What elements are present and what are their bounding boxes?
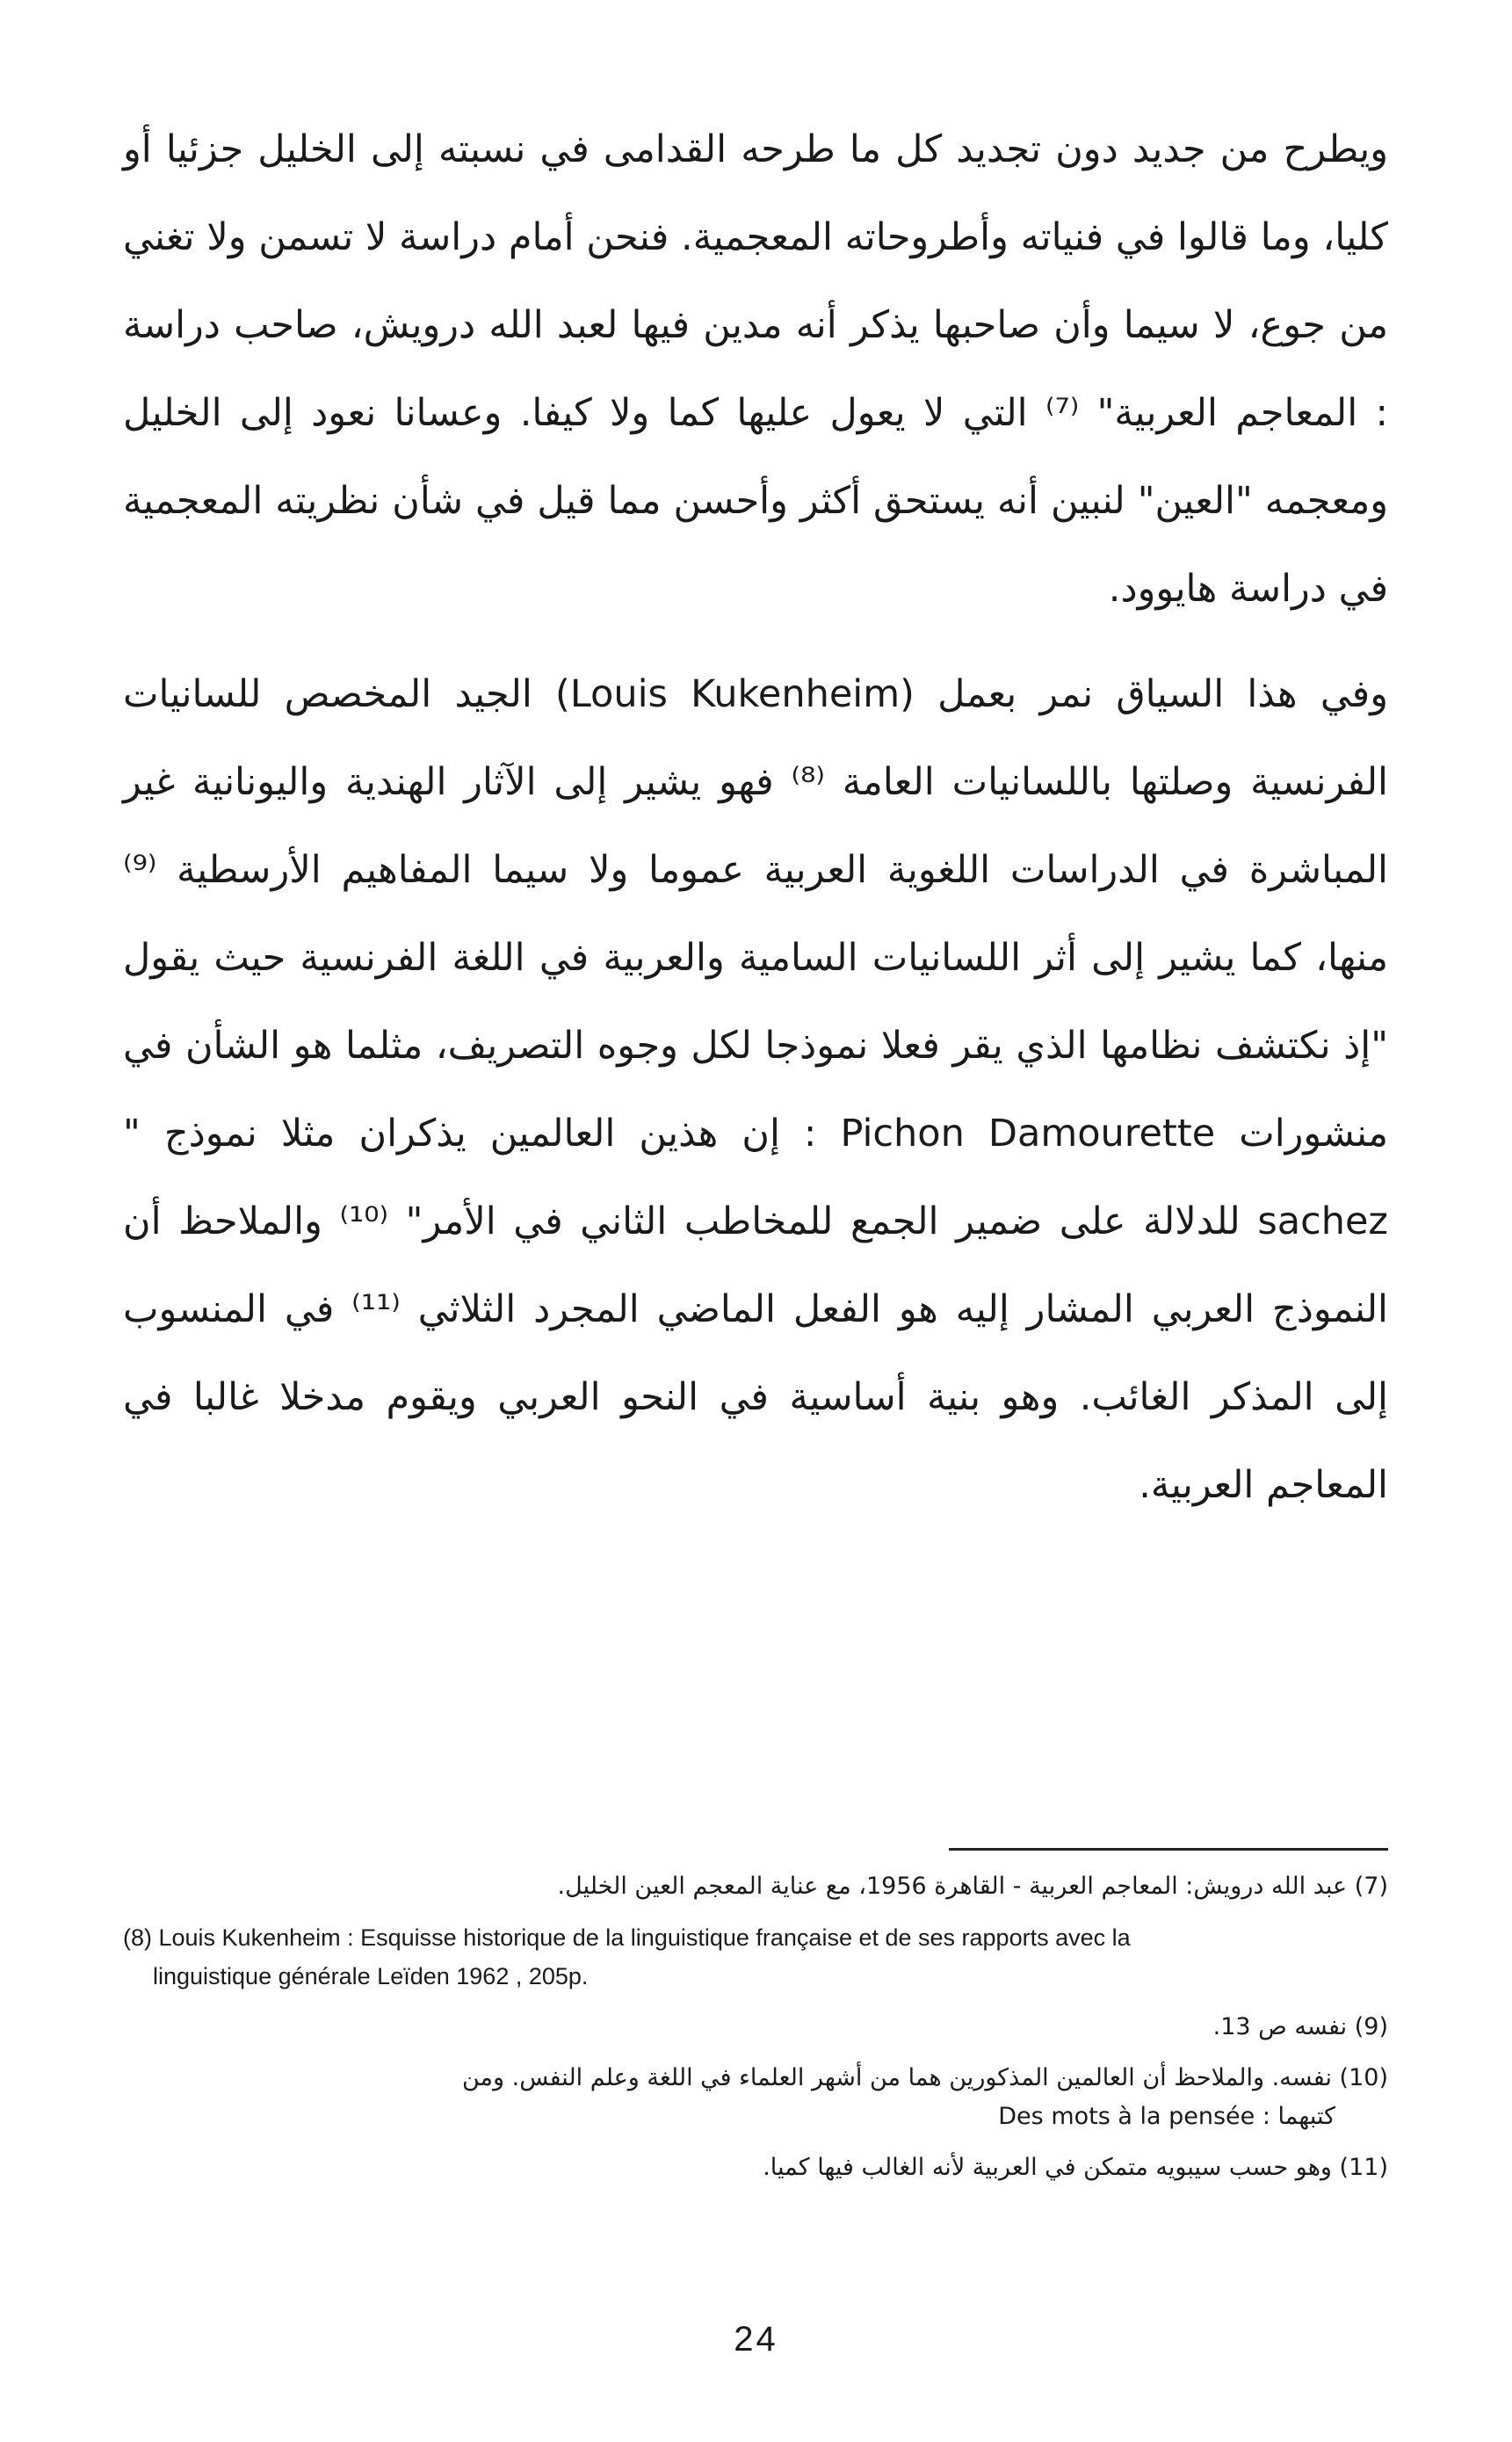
footnote-text: (9) نفسه ص 13. xyxy=(1212,2013,1388,2040)
footnote-text: (8) Louis Kukenheim : Esquisse historique de la linguistique française et de ses rapports avec la xyxy=(123,1924,1131,1951)
footnotes xyxy=(123,1867,1388,2199)
footnote-continuation: linguistique générale Leïden 1962 , 205p. xyxy=(153,1963,589,1989)
page-number: 24 xyxy=(734,2320,778,2359)
footnote-text: (10) نفسه. والملاحظ أن العالمين المذكورين هما من أشهر العلماء في اللغة وعلم النفس. ومن xyxy=(462,2064,1388,2091)
footnote-text: (11) وهو حسب سيبويه متمكن في العربية لأنه الغالب فيها كميا. xyxy=(763,2154,1388,2181)
footnote-11 xyxy=(123,2149,1388,2187)
footnote-continuation: كتبهما : Des mots à la pensée xyxy=(998,2103,1335,2130)
footnote-10 xyxy=(123,2059,1388,2136)
paragraph: وفي هذا السياق نمر بعمل (Louis Kukenheim) الجيد المخصص للسانيات الفرنسية وصلتها باللسانيات العامة ⁽⁸⁾ فهو يشير إلى الآثار الهندية واليونانية غير المباشرة في الدراسات اللغوية العربية عموما ولا سيما المفاهيم الأرسطية ⁽⁹⁾ منها، كما يشير إلى أثر اللسانيات السامية والعربية في اللغة الفرنسية حيث يقول "إذ نكتشف نظامها الذي يقر فعلا نموذجا لكل وجوه التصريف، مثلما هو الشأن في منشورات Pichon Damourette : إن هذين العالمين يذكران مثلا نموذج " sachez للدلالة على ضمير الجمع للمخاطب الثاني في الأمر" ⁽¹⁰⁾ والملاحظ أن النموذج العربي المشار إليه هو الفعل الماضي المجرد الثلاثي ⁽¹¹⁾ في المنسوب إلى المذكر الغائب. وهو بنية أساسية في النحو العربي ويقوم مدخلا غالبا في المعاجم العربية. xyxy=(123,672,1389,1507)
footnote-7 xyxy=(123,1867,1388,1906)
footnote-text: (7) عبد الله درويش: المعاجم العربية - القاهرة 1956، مع عناية المعجم العين الخليل. xyxy=(557,1873,1388,1900)
body-text xyxy=(123,105,1388,1529)
footnote-8 xyxy=(123,1918,1388,1996)
footnote-9 xyxy=(123,2008,1388,2047)
footnote-separator xyxy=(949,1848,1388,1851)
paragraph: ويطرح من جديد دون تجديد كل ما طرحه القدامى في نسبته إلى الخليل جزئيا أو كليا، وما قالوا في فنياته وأطروحاته المعجمية. فنحن أمام دراسة لا تسمن ولا تغني من جوع، لا سيما وأن صاحبها يذكر أنه مدين فيها لعبد الله درويش، صاحب دراسة : المعاجم العربية" ⁽⁷⁾ التي لا يعول عليها كما ولا كيفا. وعسانا نعود إلى الخليل ومعجمه "العين" لنبين أنه يستحق أكثر وأحسن مما قيل في شأن نظريته المعجمية في دراسة هايوود. xyxy=(123,127,1388,611)
